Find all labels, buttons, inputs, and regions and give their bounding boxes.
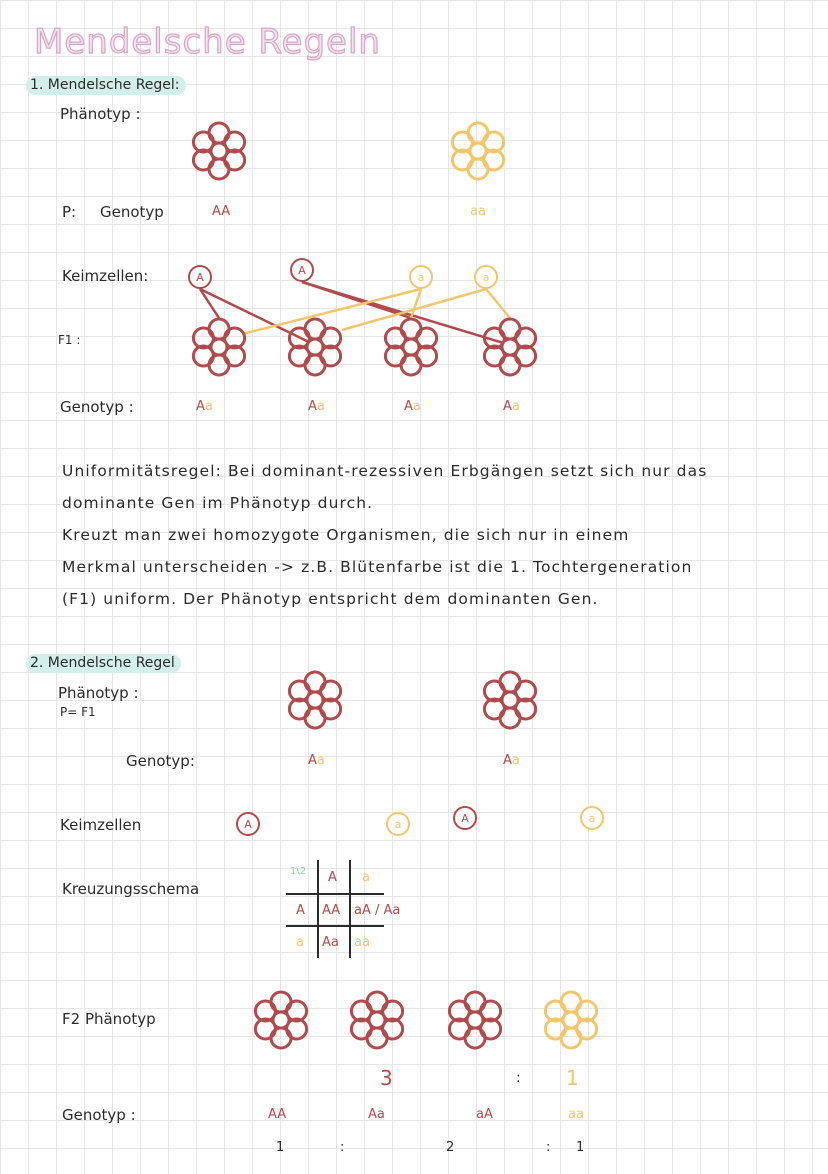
s2-parent-flower [484,672,535,728]
f1-genotype: Aa [196,399,213,414]
ratio-genotype-item: : [546,1140,551,1155]
cross-line [486,289,510,318]
s1-diagram [0,0,828,460]
f2-phenotype-label: F2 Phänotyp [62,1010,156,1028]
s2-phenotype-label: Phänotyp : [58,684,139,702]
s2-gamete-dominant: A [453,806,477,830]
punnett-row-header: A [296,903,305,918]
cross-line [342,289,486,330]
punnett-cell: Aa [322,935,339,950]
gamete-recessive: a [474,265,498,289]
s1-genotype-label: Genotyp [100,203,164,221]
s1-f1-genotype-label: Genotyp : [60,398,134,416]
f2-genotype-label: Genotyp : [62,1106,136,1124]
ratio-phenotype-recessive: 1 [566,1066,579,1090]
f2-genotype: aa [568,1107,584,1122]
f1-flower [385,319,436,375]
ratio-genotype-item: : [340,1140,345,1155]
cross-line [411,289,421,318]
gamete-recessive: a [409,265,433,289]
parent-genotype-dominant: AA [212,204,231,219]
parent-genotype-recessive: aa [470,204,486,219]
f1-flower [289,319,340,375]
section1-heading: 1. Mendelsche Regel: [26,76,186,95]
page-title: Mendelsche Regeln [34,22,381,62]
rule-line: Kreuzt man zwei homozygote Organismen, die sich nur in einem [62,526,630,544]
ratio-genotype-item: 2 [446,1140,455,1155]
punnett-cell: aA / Aa [354,903,401,918]
ratio-genotype-item: 1 [276,1140,285,1155]
s2-p-eq-f1: P= F1 [60,705,96,719]
f1-flower [193,319,244,375]
f1-flower [484,319,535,375]
s1-parent-label: P: [62,203,77,221]
f2-genotype: aA [476,1107,493,1122]
s2-gametes-label: Keimzellen [60,816,142,834]
s1-gametes-label: Keimzellen: [62,267,149,285]
section2-heading: 2. Mendelsche Regel [26,654,181,673]
s2-genotype-label: Genotyp: [126,752,195,770]
rule-line: dominante Gen im Phänotyp durch. [62,494,374,512]
s1-phenotype-label: Phänotyp : [60,105,141,123]
f2-flower [449,992,500,1048]
ratio-phenotype-dominant: 3 [380,1066,393,1090]
s2-gamete-recessive: a [580,806,604,830]
s2-cross-label: Kreuzungsschema [62,880,200,898]
s2-parent-flower [289,672,340,728]
punnett-col-header: A [328,870,337,885]
gamete-dominant: A [290,258,314,282]
rule-line: Uniformitätsregel: Bei dominant-rezessiven Erbgängen setzt sich nur das [62,462,708,480]
f1-genotype: Aa [308,399,325,414]
rule-text [62,455,707,615]
rule-line: Merkmal unterscheiden -> z.B. Blütenfarbe ist die 1. Tochtergeneration [62,558,693,576]
f2-flower [255,992,306,1048]
ratio-genotype-item: 1 [576,1140,585,1155]
s2-gamete-dominant: A [236,812,260,836]
f2-genotype: Aa [368,1107,385,1122]
f1-genotype: Aa [404,399,421,414]
f2-flower-recessive [545,992,596,1048]
punnett-row-header: a [296,935,304,950]
gamete-dominant: A [188,265,212,289]
punnett-cell: AA [322,903,341,918]
s2-gamete-recessive: a [386,812,410,836]
parent-flower-recessive [452,123,503,179]
rule-line: (F1) uniform. Der Phänotyp entspricht dem dominanten Gen. [62,590,599,608]
f2-genotype: AA [268,1107,287,1122]
punnett-cell: aa [354,935,370,950]
punnett-col-header: a [362,870,370,885]
punnett-corner: 1\2 [290,866,307,877]
f1-genotype: Aa [503,399,520,414]
s2-parent-genotype: Aa [503,753,520,768]
s2-parent-genotype: Aa [308,753,325,768]
s1-f1-label: F1 : [58,333,81,347]
f2-flower [351,992,402,1048]
ratio-phenotype-separator: : [516,1070,521,1086]
parent-flower-dominant [193,123,244,179]
